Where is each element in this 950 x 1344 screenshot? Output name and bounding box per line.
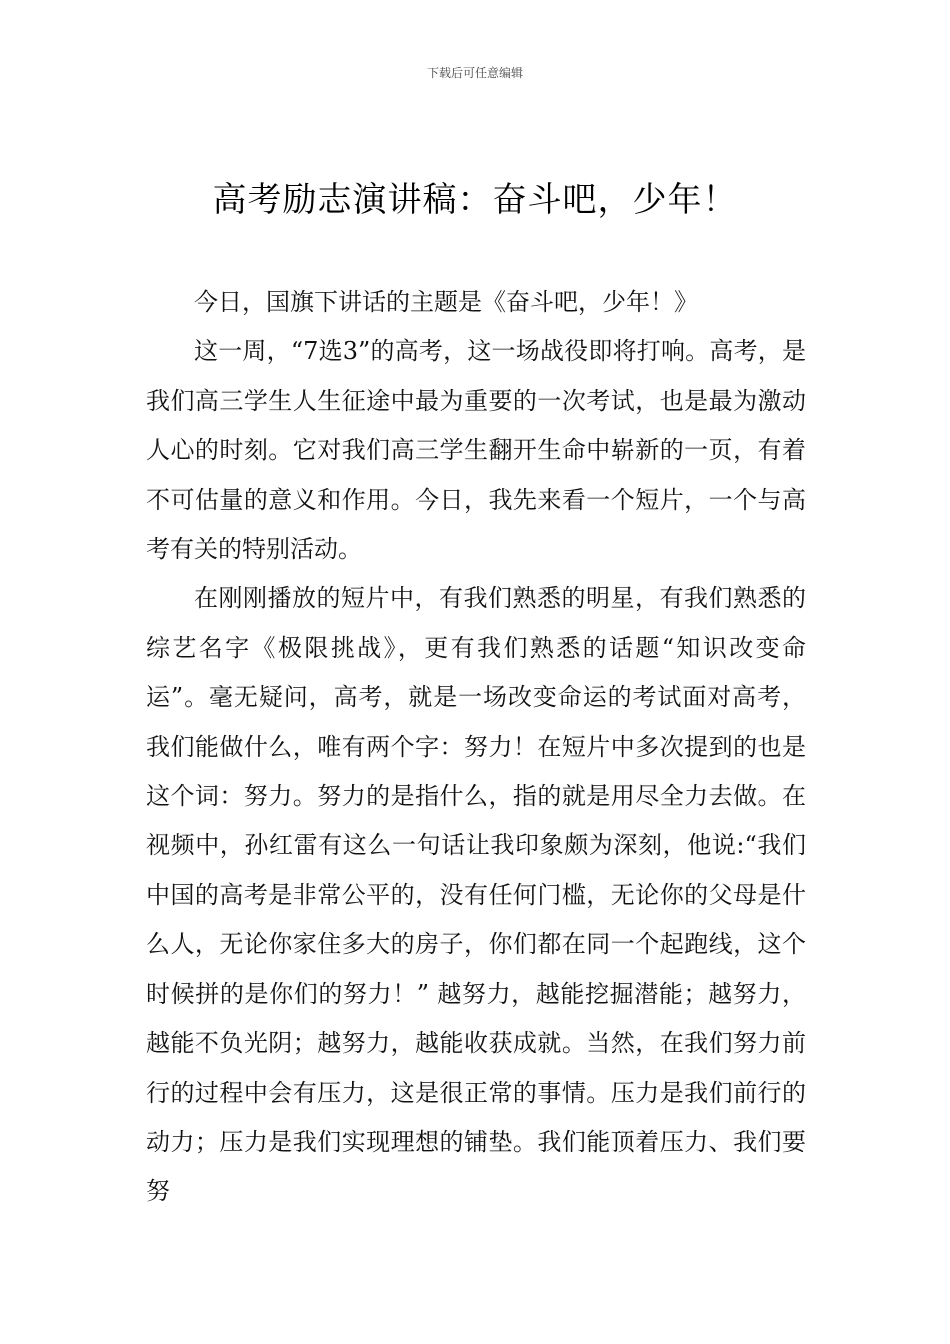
header-note: 下载后可任意编辑 [426, 66, 523, 80]
paragraph-2: 这一周，“7选3”的高考，这一场战役即将打响。高考，是我们高三学生人生征途中最为重要的一次考试，也是最为激动人心的时刻。它对我们高三学生翻开生命中崭新的一页，有着不可估量的意义和作用。今日，我先来看一个短片，一个与高考有关的特别活动。 [146, 337, 806, 564]
paragraph-3: 在刚刚播放的短片中，有我们熟悉的明星，有我们熟悉的综艺名字《极限挑战》，更有我们熟悉的话题“知识改变命运”。毫无疑问，高考，就是一场改变命运的考试面对高考，我们能做什么，唯有两个字：努力！在短片中多次提到的也是这个词：努力。努力的是指什么，指的就是用尽全力去做。在视频中，孙红雷有这么一句话让我印象颇为深刻，他说:“我们中国的高考是非常公平的，没有任何门槛，无论你的父母是什么人，无论你家住多大的房子，你们都在同一个起跑线，这个时候拼的是你们的努力！” 越努力，越能挖掘潜能；越努力，越能不负光阴；越努力，越能收获成就。当然，在我们努力前行的过程中会有压力，这是很正常的事情。压力是我们前行的动力；压力是我们实现理想的铺垫。我们能顶着压力、我们要努 [146, 584, 806, 1206]
document-title: 高考励志演讲稿：奋斗吧，少年！ [212, 180, 738, 220]
document-body [146, 278, 806, 1217]
paragraph-1: 今日，国旗下讲话的主题是《奋斗吧，少年！》 [194, 288, 698, 316]
